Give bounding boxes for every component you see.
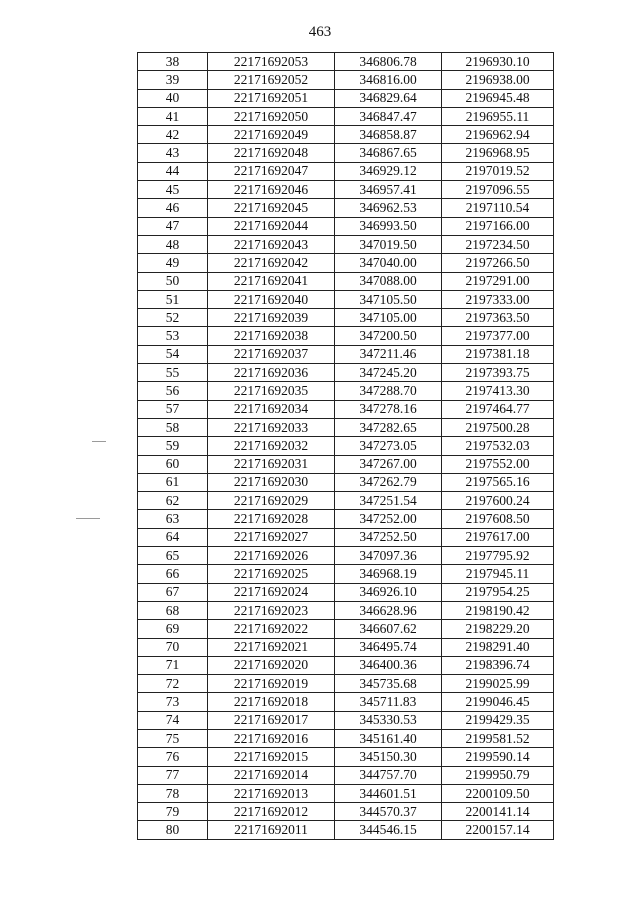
point-id-cell: 22171692016 [208, 729, 335, 747]
y-coordinate-cell: 2197464.77 [442, 400, 554, 418]
point-number-cell: 55 [138, 364, 208, 382]
y-coordinate-cell: 2199581.52 [442, 729, 554, 747]
y-coordinate-cell: 2198190.42 [442, 601, 554, 619]
table-row [138, 272, 554, 290]
table-row [138, 309, 554, 327]
point-number-cell: 78 [138, 784, 208, 802]
point-number-cell: 49 [138, 254, 208, 272]
point-id-cell: 22171692048 [208, 144, 335, 162]
point-id-cell: 22171692018 [208, 693, 335, 711]
x-coordinate-cell: 344601.51 [335, 784, 442, 802]
y-coordinate-cell: 2197019.52 [442, 162, 554, 180]
table-row [138, 199, 554, 217]
x-coordinate-cell: 347267.00 [335, 455, 442, 473]
x-coordinate-cell: 347252.50 [335, 528, 442, 546]
table-row [138, 437, 554, 455]
point-id-cell: 22171692015 [208, 748, 335, 766]
point-id-cell: 22171692051 [208, 89, 335, 107]
table-row [138, 382, 554, 400]
x-coordinate-cell: 346867.65 [335, 144, 442, 162]
y-coordinate-cell: 2197234.50 [442, 235, 554, 253]
y-coordinate-cell: 2196955.11 [442, 107, 554, 125]
y-coordinate-cell: 2197617.00 [442, 528, 554, 546]
point-number-cell: 38 [138, 53, 208, 71]
point-id-cell: 22171692033 [208, 418, 335, 436]
x-coordinate-cell: 347097.36 [335, 547, 442, 565]
x-coordinate-cell: 347288.70 [335, 382, 442, 400]
table-row [138, 510, 554, 528]
table-row [138, 254, 554, 272]
point-id-cell: 22171692030 [208, 473, 335, 491]
point-number-cell: 65 [138, 547, 208, 565]
x-coordinate-cell: 346957.41 [335, 181, 442, 199]
point-id-cell: 22171692031 [208, 455, 335, 473]
y-coordinate-cell: 2197377.00 [442, 327, 554, 345]
page-number: 463 [308, 24, 332, 40]
x-coordinate-cell: 346400.36 [335, 656, 442, 674]
table-row [138, 473, 554, 491]
y-coordinate-cell: 2199046.45 [442, 693, 554, 711]
x-coordinate-cell: 347211.46 [335, 345, 442, 363]
point-id-cell: 22171692034 [208, 400, 335, 418]
point-number-cell: 58 [138, 418, 208, 436]
point-id-cell: 22171692011 [208, 821, 335, 839]
point-number-cell: 51 [138, 290, 208, 308]
x-coordinate-cell: 345711.83 [335, 693, 442, 711]
point-id-cell: 22171692046 [208, 181, 335, 199]
x-coordinate-cell: 347088.00 [335, 272, 442, 290]
point-number-cell: 39 [138, 71, 208, 89]
point-number-cell: 41 [138, 107, 208, 125]
table-row [138, 364, 554, 382]
x-coordinate-cell: 346806.78 [335, 53, 442, 71]
point-id-cell: 22171692035 [208, 382, 335, 400]
x-coordinate-cell: 344570.37 [335, 803, 442, 821]
y-coordinate-cell: 2197381.18 [442, 345, 554, 363]
x-coordinate-cell: 346993.50 [335, 217, 442, 235]
table-row [138, 89, 554, 107]
y-coordinate-cell: 2197166.00 [442, 217, 554, 235]
table-row [138, 53, 554, 71]
point-number-cell: 77 [138, 766, 208, 784]
y-coordinate-cell: 2200109.50 [442, 784, 554, 802]
x-coordinate-cell: 347282.65 [335, 418, 442, 436]
y-coordinate-cell: 2197600.24 [442, 492, 554, 510]
table-row [138, 162, 554, 180]
x-coordinate-cell: 347278.16 [335, 400, 442, 418]
point-number-cell: 48 [138, 235, 208, 253]
x-coordinate-cell: 347200.50 [335, 327, 442, 345]
point-id-cell: 22171692042 [208, 254, 335, 272]
x-coordinate-cell: 346607.62 [335, 620, 442, 638]
point-id-cell: 22171692049 [208, 126, 335, 144]
point-number-cell: 61 [138, 473, 208, 491]
y-coordinate-cell: 2196962.94 [442, 126, 554, 144]
table-row [138, 547, 554, 565]
x-coordinate-cell: 345161.40 [335, 729, 442, 747]
x-coordinate-cell: 344757.70 [335, 766, 442, 784]
scan-margin-mark [92, 441, 106, 442]
y-coordinate-cell: 2197363.50 [442, 309, 554, 327]
point-number-cell: 52 [138, 309, 208, 327]
x-coordinate-cell: 346816.00 [335, 71, 442, 89]
y-coordinate-cell: 2199590.14 [442, 748, 554, 766]
y-coordinate-cell: 2197532.03 [442, 437, 554, 455]
table-row [138, 418, 554, 436]
table-row [138, 327, 554, 345]
point-number-cell: 59 [138, 437, 208, 455]
table-row [138, 821, 554, 839]
x-coordinate-cell: 347105.50 [335, 290, 442, 308]
x-coordinate-cell: 347252.00 [335, 510, 442, 528]
y-coordinate-cell: 2198396.74 [442, 656, 554, 674]
y-coordinate-cell: 2197393.75 [442, 364, 554, 382]
y-coordinate-cell: 2199025.99 [442, 675, 554, 693]
point-id-cell: 22171692023 [208, 601, 335, 619]
x-coordinate-cell: 346962.53 [335, 199, 442, 217]
point-id-cell: 22171692045 [208, 199, 335, 217]
point-id-cell: 22171692021 [208, 638, 335, 656]
y-coordinate-cell: 2197954.25 [442, 583, 554, 601]
x-coordinate-cell: 347251.54 [335, 492, 442, 510]
table-row [138, 638, 554, 656]
table-row [138, 71, 554, 89]
table-row [138, 492, 554, 510]
table-row [138, 766, 554, 784]
point-id-cell: 22171692027 [208, 528, 335, 546]
y-coordinate-cell: 2197552.00 [442, 455, 554, 473]
table-row [138, 748, 554, 766]
y-coordinate-cell: 2197096.55 [442, 181, 554, 199]
point-id-cell: 22171692014 [208, 766, 335, 784]
table-row [138, 729, 554, 747]
point-number-cell: 43 [138, 144, 208, 162]
point-number-cell: 66 [138, 565, 208, 583]
point-id-cell: 22171692028 [208, 510, 335, 528]
x-coordinate-cell: 346929.12 [335, 162, 442, 180]
point-number-cell: 71 [138, 656, 208, 674]
x-coordinate-cell: 346968.19 [335, 565, 442, 583]
y-coordinate-cell: 2196938.00 [442, 71, 554, 89]
y-coordinate-cell: 2197945.11 [442, 565, 554, 583]
table-row [138, 565, 554, 583]
table-row [138, 528, 554, 546]
point-id-cell: 22171692019 [208, 675, 335, 693]
table-row [138, 144, 554, 162]
table-row [138, 107, 554, 125]
x-coordinate-cell: 347245.20 [335, 364, 442, 382]
table-row [138, 181, 554, 199]
point-number-cell: 56 [138, 382, 208, 400]
point-id-cell: 22171692020 [208, 656, 335, 674]
point-id-cell: 22171692041 [208, 272, 335, 290]
point-number-cell: 53 [138, 327, 208, 345]
y-coordinate-cell: 2199429.35 [442, 711, 554, 729]
point-number-cell: 73 [138, 693, 208, 711]
coordinates-table-body [138, 53, 554, 840]
point-id-cell: 22171692037 [208, 345, 335, 363]
y-coordinate-cell: 2197500.28 [442, 418, 554, 436]
point-id-cell: 22171692026 [208, 547, 335, 565]
x-coordinate-cell: 347040.00 [335, 254, 442, 272]
table-row [138, 656, 554, 674]
table-row [138, 235, 554, 253]
y-coordinate-cell: 2197291.00 [442, 272, 554, 290]
y-coordinate-cell: 2198229.20 [442, 620, 554, 638]
x-coordinate-cell: 346628.96 [335, 601, 442, 619]
x-coordinate-cell: 346926.10 [335, 583, 442, 601]
table-row [138, 693, 554, 711]
x-coordinate-cell: 346858.87 [335, 126, 442, 144]
table-row [138, 217, 554, 235]
table-row [138, 620, 554, 638]
scan-margin-mark [76, 518, 100, 519]
y-coordinate-cell: 2196930.10 [442, 53, 554, 71]
x-coordinate-cell: 347273.05 [335, 437, 442, 455]
y-coordinate-cell: 2198291.40 [442, 638, 554, 656]
point-number-cell: 68 [138, 601, 208, 619]
x-coordinate-cell: 345735.68 [335, 675, 442, 693]
point-number-cell: 70 [138, 638, 208, 656]
point-number-cell: 80 [138, 821, 208, 839]
table-row [138, 601, 554, 619]
point-id-cell: 22171692050 [208, 107, 335, 125]
point-number-cell: 54 [138, 345, 208, 363]
y-coordinate-cell: 2200157.14 [442, 821, 554, 839]
point-id-cell: 22171692039 [208, 309, 335, 327]
x-coordinate-cell: 346847.47 [335, 107, 442, 125]
point-number-cell: 63 [138, 510, 208, 528]
table-row [138, 345, 554, 363]
y-coordinate-cell: 2197795.92 [442, 547, 554, 565]
table-row [138, 711, 554, 729]
y-coordinate-cell: 2196968.95 [442, 144, 554, 162]
point-number-cell: 47 [138, 217, 208, 235]
point-id-cell: 22171692012 [208, 803, 335, 821]
x-coordinate-cell: 345330.53 [335, 711, 442, 729]
x-coordinate-cell: 344546.15 [335, 821, 442, 839]
y-coordinate-cell: 2197413.30 [442, 382, 554, 400]
point-id-cell: 22171692025 [208, 565, 335, 583]
point-number-cell: 62 [138, 492, 208, 510]
point-id-cell: 22171692032 [208, 437, 335, 455]
x-coordinate-cell: 346495.74 [335, 638, 442, 656]
x-coordinate-cell: 347262.79 [335, 473, 442, 491]
x-coordinate-cell: 346829.64 [335, 89, 442, 107]
point-id-cell: 22171692036 [208, 364, 335, 382]
point-number-cell: 67 [138, 583, 208, 601]
y-coordinate-cell: 2197565.16 [442, 473, 554, 491]
y-coordinate-cell: 2200141.14 [442, 803, 554, 821]
point-number-cell: 42 [138, 126, 208, 144]
point-id-cell: 22171692047 [208, 162, 335, 180]
point-id-cell: 22171692038 [208, 327, 335, 345]
table-row [138, 400, 554, 418]
point-id-cell: 22171692022 [208, 620, 335, 638]
table-row [138, 126, 554, 144]
point-id-cell: 22171692043 [208, 235, 335, 253]
table-row [138, 675, 554, 693]
point-number-cell: 75 [138, 729, 208, 747]
point-number-cell: 76 [138, 748, 208, 766]
point-id-cell: 22171692040 [208, 290, 335, 308]
point-number-cell: 45 [138, 181, 208, 199]
coordinates-table-wrapper [137, 52, 554, 840]
y-coordinate-cell: 2197608.50 [442, 510, 554, 528]
x-coordinate-cell: 345150.30 [335, 748, 442, 766]
x-coordinate-cell: 347019.50 [335, 235, 442, 253]
point-id-cell: 22171692024 [208, 583, 335, 601]
point-number-cell: 44 [138, 162, 208, 180]
y-coordinate-cell: 2199950.79 [442, 766, 554, 784]
point-id-cell: 22171692044 [208, 217, 335, 235]
table-row [138, 583, 554, 601]
y-coordinate-cell: 2197110.54 [442, 199, 554, 217]
table-row [138, 455, 554, 473]
point-id-cell: 22171692013 [208, 784, 335, 802]
table-row [138, 784, 554, 802]
point-number-cell: 46 [138, 199, 208, 217]
y-coordinate-cell: 2196945.48 [442, 89, 554, 107]
point-number-cell: 57 [138, 400, 208, 418]
point-number-cell: 69 [138, 620, 208, 638]
point-number-cell: 64 [138, 528, 208, 546]
point-number-cell: 50 [138, 272, 208, 290]
y-coordinate-cell: 2197266.50 [442, 254, 554, 272]
point-number-cell: 60 [138, 455, 208, 473]
table-row [138, 290, 554, 308]
coordinates-table [137, 52, 554, 840]
point-number-cell: 40 [138, 89, 208, 107]
y-coordinate-cell: 2197333.00 [442, 290, 554, 308]
point-id-cell: 22171692052 [208, 71, 335, 89]
point-id-cell: 22171692053 [208, 53, 335, 71]
point-number-cell: 74 [138, 711, 208, 729]
x-coordinate-cell: 347105.00 [335, 309, 442, 327]
point-number-cell: 79 [138, 803, 208, 821]
table-row [138, 803, 554, 821]
point-id-cell: 22171692029 [208, 492, 335, 510]
point-number-cell: 72 [138, 675, 208, 693]
point-id-cell: 22171692017 [208, 711, 335, 729]
